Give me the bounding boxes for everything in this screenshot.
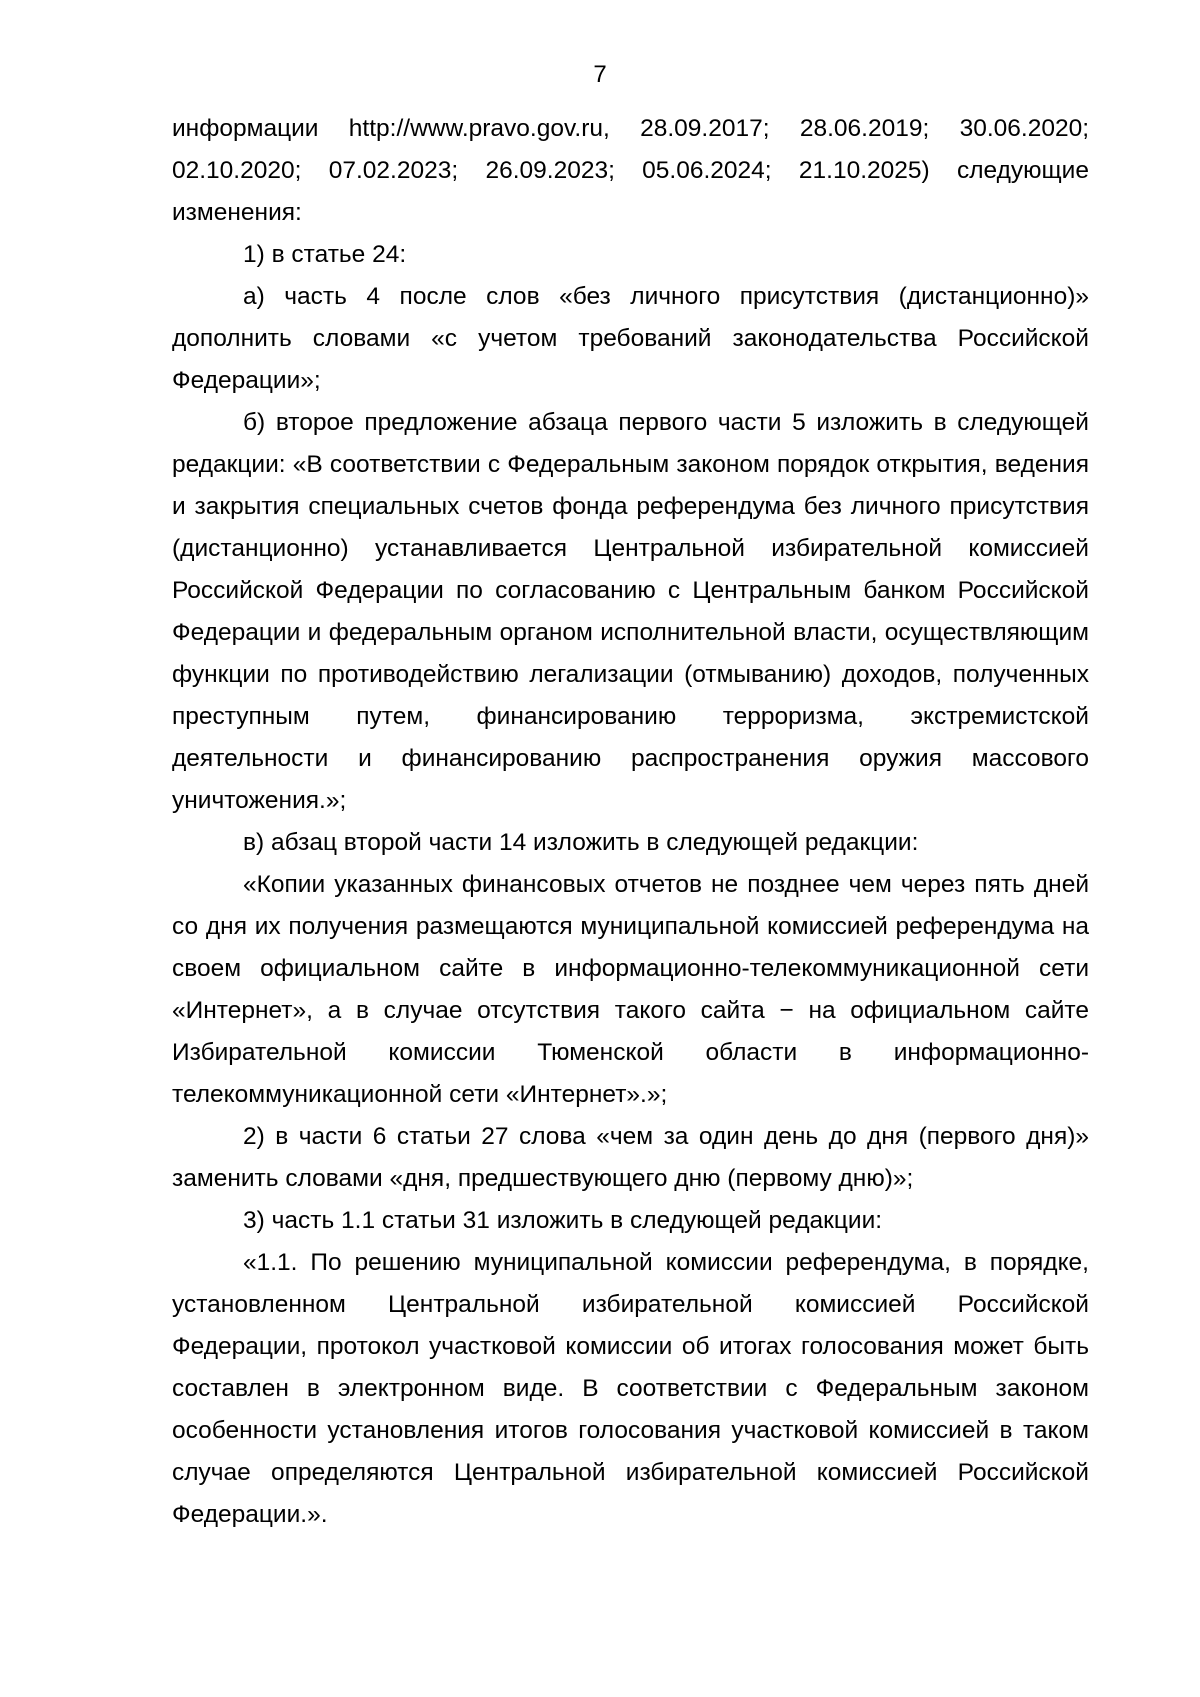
- document-body: [172, 108, 1089, 1536]
- paragraph-3: а) часть 4 после слов «без личного присутствия (дистанционно)» дополнить словами «с учетом требований законодательства Российской Федерации»;: [172, 283, 1089, 394]
- paragraph-2: 1) в статье 24:: [243, 241, 407, 268]
- paragraph-4: б) второе предложение абзаца первого части 5 изложить в следующей редакции: «В соответствии с Федеральным законом порядок открытия, ведения и закрытия специальных счетов фонда референдума без личного присутствия (дистанционно) устанавливается Центральной избирательной комиссией Российской Федерации по согласованию с Центральным банком Российской Федерации и федеральным органом исполнительной власти, осуществляющим функции по противодействию легализации (отмыванию) доходов, полученных преступным путем, финансированию терроризма, экстремистской деятельности и финансированию распространения оружия массового уничтожения.»;: [172, 409, 1089, 814]
- paragraph-1: информации http://www.pravo.gov.ru, 28.09.2017; 28.06.2019; 30.06.2020; 02.10.2020; 07.02.2023; 26.09.2023; 05.06.2024; 21.10.2025) следующие изменения:: [172, 115, 1089, 226]
- paragraph-6: «Копии указанных финансовых отчетов не позднее чем через пять дней со дня их получения размещаются муниципальной комиссией референдума на своем официальном сайте в информационно-телекоммуникационной сети «Интернет», а в случае отсутствия такого сайта − на официальном сайте Избирательной комиссии Тюменской области в информационно-телекоммуникационной сети «Интернет».»;: [172, 871, 1089, 1108]
- paragraph-5: в) абзац второй части 14 изложить в следующей редакции:: [243, 829, 919, 856]
- paragraph-9: «1.1. По решению муниципальной комиссии референдума, в порядке, установленном Центральной избирательной комиссией Российской Федерации, протокол участковой комиссии об итогах голосования может быть составлен в электронном виде. В соответствии с Федеральным законом особенности установления итогов голосования участковой комиссией в таком случае определяются Центральной избирательной комиссией Российской Федерации.».: [172, 1249, 1089, 1528]
- page-number: 7: [593, 61, 607, 88]
- paragraph-7: 2) в части 6 статьи 27 слова «чем за один день до дня (первого дня)» заменить словами «дня, предшествующего дню (первому дню)»;: [172, 1123, 1089, 1192]
- paragraph-8: 3) часть 1.1 статьи 31 изложить в следующей редакции:: [243, 1207, 883, 1234]
